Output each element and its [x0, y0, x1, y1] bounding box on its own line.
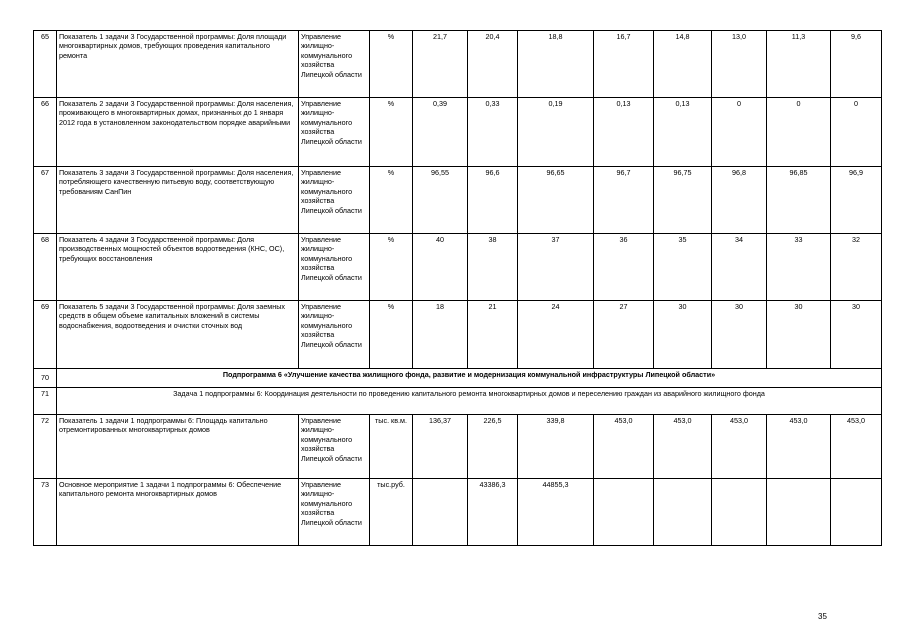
value-cell: 136,37: [413, 415, 468, 479]
executor-cell: Управление жилищно-коммунального хозяйства Липецкой области: [299, 31, 370, 98]
value-cell: 96,85: [767, 167, 831, 234]
unit-cell: %: [370, 167, 413, 234]
value-cell: 0,33: [468, 98, 518, 167]
value-cell: 0: [767, 98, 831, 167]
value-cell: 0,13: [654, 98, 712, 167]
executor-cell: Управление жилищно-коммунального хозяйства Липецкой области: [299, 167, 370, 234]
value-cell: 453,0: [594, 415, 654, 479]
value-cell: 44855,3: [518, 479, 594, 546]
value-cell: 20,4: [468, 31, 518, 98]
indicators-table: [33, 30, 882, 546]
indicator-name-cell: Показатель 1 задачи 3 Государственной программы: Доля площади многоквартирных домов, требующих проведения капитального ремонта: [57, 31, 299, 98]
value-cell: 0,19: [518, 98, 594, 167]
value-cell: 35: [654, 234, 712, 301]
indicator-name-cell: Показатель 2 задачи 3 Государственной программы: Доля населения, проживающего в многоквартирных домах, признанных до 1 января 2012 года в установленном законодательством порядке аварийными: [57, 98, 299, 167]
table-row: [34, 301, 882, 369]
value-cell: 30: [712, 301, 767, 369]
executor-cell: Управление жилищно-коммунального хозяйства Липецкой области: [299, 415, 370, 479]
value-cell: [712, 479, 767, 546]
value-cell: 30: [654, 301, 712, 369]
subprogram-title: Подпрограмма 6 «Улучшение качества жилищного фонда, развитие и модернизация коммунальной инфраструктуры Липецкой области»: [57, 369, 882, 388]
row-number-cell: 65: [34, 31, 57, 98]
value-cell: 96,65: [518, 167, 594, 234]
table-row: [34, 98, 882, 167]
row-number-cell: 71: [34, 388, 57, 415]
row-number-cell: 69: [34, 301, 57, 369]
value-cell: [767, 479, 831, 546]
row-number-cell: 70: [34, 369, 57, 388]
value-cell: 453,0: [654, 415, 712, 479]
table-row: [34, 167, 882, 234]
value-cell: 453,0: [831, 415, 882, 479]
unit-cell: %: [370, 31, 413, 98]
value-cell: 18: [413, 301, 468, 369]
unit-cell: тыс. кв.м.: [370, 415, 413, 479]
row-number-cell: 66: [34, 98, 57, 167]
row-number-cell: 68: [34, 234, 57, 301]
value-cell: 32: [831, 234, 882, 301]
value-cell: 96,55: [413, 167, 468, 234]
value-cell: 24: [518, 301, 594, 369]
indicator-name-cell: Показатель 1 задачи 1 подпрограммы 6: Площадь капитально отремонтированных многоквартирных домов: [57, 415, 299, 479]
value-cell: 34: [712, 234, 767, 301]
task-row: [34, 388, 882, 415]
value-cell: 18,8: [518, 31, 594, 98]
value-cell: 36: [594, 234, 654, 301]
table-row: [34, 31, 882, 98]
value-cell: 96,9: [831, 167, 882, 234]
indicators-table-body: [34, 31, 882, 546]
value-cell: 11,3: [767, 31, 831, 98]
value-cell: 16,7: [594, 31, 654, 98]
value-cell: 96,7: [594, 167, 654, 234]
indicator-name-cell: Показатель 5 задачи 3 Государственной программы: Доля заемных средств в общем объеме капитальных вложений в системы водоснабжения, водоотведения и очистки сточных вод: [57, 301, 299, 369]
value-cell: 21: [468, 301, 518, 369]
value-cell: [654, 479, 712, 546]
value-cell: 339,8: [518, 415, 594, 479]
row-number-cell: 73: [34, 479, 57, 546]
value-cell: 0,39: [413, 98, 468, 167]
value-cell: 96,75: [654, 167, 712, 234]
task-title: Задача 1 подпрограммы 6: Координация деятельности по проведению капитального ремонта многоквартирных домов и переселению граждан из аварийного жилищного фонда: [57, 388, 882, 415]
table-row: [34, 234, 882, 301]
table-row: [34, 415, 882, 479]
unit-cell: %: [370, 234, 413, 301]
value-cell: 38: [468, 234, 518, 301]
value-cell: 96,8: [712, 167, 767, 234]
value-cell: 0,13: [594, 98, 654, 167]
value-cell: 21,7: [413, 31, 468, 98]
value-cell: [413, 479, 468, 546]
indicator-name-cell: Показатель 4 задачи 3 Государственной программы: Доля производственных мощностей объектов водоотведения (КНС, ОС), требующих восстановления: [57, 234, 299, 301]
value-cell: 226,5: [468, 415, 518, 479]
executor-cell: Управление жилищно-коммунального хозяйства Липецкой области: [299, 98, 370, 167]
unit-cell: %: [370, 98, 413, 167]
value-cell: 0: [712, 98, 767, 167]
indicator-name-cell: Основное мероприятие 1 задачи 1 подпрограммы 6: Обеспечение капитального ремонта многоквартирных домов: [57, 479, 299, 546]
value-cell: 33: [767, 234, 831, 301]
executor-cell: Управление жилищно-коммунального хозяйства Липецкой области: [299, 479, 370, 546]
unit-cell: %: [370, 301, 413, 369]
value-cell: 453,0: [712, 415, 767, 479]
value-cell: 37: [518, 234, 594, 301]
value-cell: 30: [767, 301, 831, 369]
unit-cell: тыс.руб.: [370, 479, 413, 546]
value-cell: [594, 479, 654, 546]
value-cell: 96,6: [468, 167, 518, 234]
indicator-name-cell: Показатель 3 задачи 3 Государственной программы: Доля населения, потребляющего качественную питьевую воду, соответствующую требованиям СанПин: [57, 167, 299, 234]
page-number: 35: [818, 612, 827, 621]
value-cell: 13,0: [712, 31, 767, 98]
value-cell: 43386,3: [468, 479, 518, 546]
row-number-cell: 67: [34, 167, 57, 234]
value-cell: 9,6: [831, 31, 882, 98]
value-cell: 30: [831, 301, 882, 369]
value-cell: 40: [413, 234, 468, 301]
value-cell: 0: [831, 98, 882, 167]
executor-cell: Управление жилищно-коммунального хозяйства Липецкой области: [299, 301, 370, 369]
value-cell: 14,8: [654, 31, 712, 98]
row-number-cell: 72: [34, 415, 57, 479]
executor-cell: Управление жилищно-коммунального хозяйства Липецкой области: [299, 234, 370, 301]
value-cell: [831, 479, 882, 546]
table-row: [34, 479, 882, 546]
value-cell: 453,0: [767, 415, 831, 479]
value-cell: 27: [594, 301, 654, 369]
section-row: [34, 369, 882, 388]
